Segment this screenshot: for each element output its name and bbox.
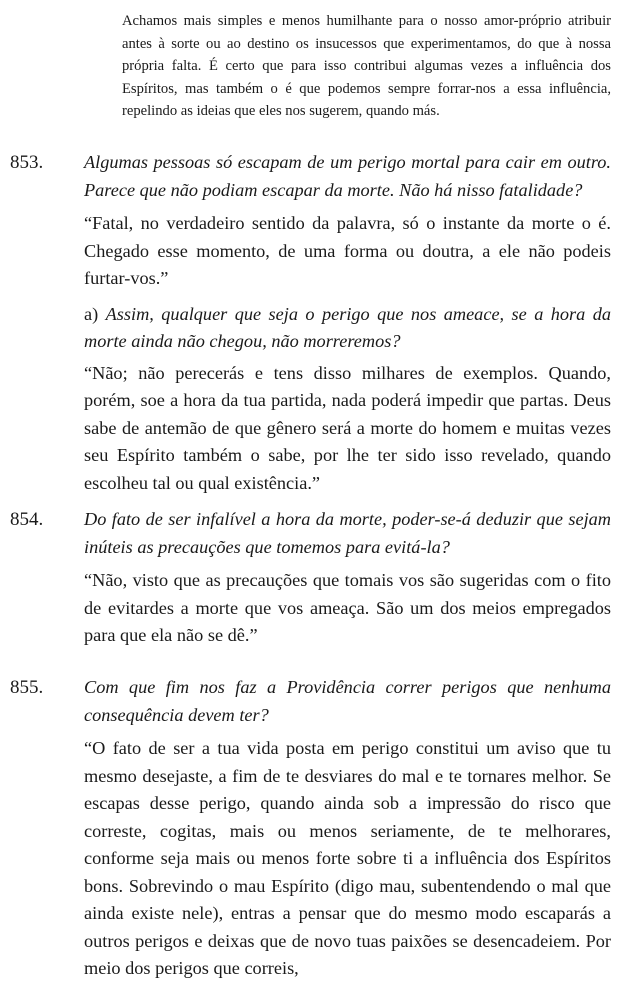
question-number: 854. [10,509,44,530]
question-854 [10,506,611,650]
answer-text: “O fato de ser a tua vida posta em perigo constitui um aviso que tu mesmo desejaste, a fim de te desviares do mal e te tornares melhor. Se escapas desse perigo, quando ainda sob a impressão do risco que correste, cogitas, mais ou menos seriamente, de te melhorares, conforme seja mais ou menos forte sobre ti a influência dos Espíritos bons. Sobrevindo o mau Espírito (digo mau, subentendendo o mal que ainda existe nele), entras a pensar que do mesmo modo escaparás a outros perigos e deixas que de novo tuas paixões se desencadeiem. Por meio dos perigos que correis, [84,738,611,978]
intro-paragraph [122,10,611,123]
sub-question-text: Assim, qualquer que seja o perigo que nos ameace, se a hora da morte ainda não chegou, não morreremos? [84,303,611,351]
question-855 [10,674,611,983]
sub-answer-text: “Não; não perecerás e tens disso milhares de exemplos. Quando, porém, soe a hora da tua partida, nada poderá impedir que partas. Deus sabe de antemão de que gênero será a morte do homem e muitas vezes seu Espírito também o sabe, por lhe ter sido isso revelado, quando escolheu tal ou qual existência.” [84,362,611,493]
sub-question-label: a) [84,303,99,324]
question-number: 853. [10,152,44,173]
answer-text: “Não, visto que as precauções que tomais vos são sugeridas com o fito de evitardes a morte que vos ameaça. São um dos meios empregados para que ela não se dê.” [84,570,611,645]
sub-question [84,301,611,356]
question-853 [10,149,611,497]
intro-text: Achamos mais simples e menos humilhante para o nosso amor-próprio atribuir antes à sorte ou ao destino os insucessos que experimentamos, do que à nossa própria falta. É certo que para isso contribui algumas vezes a influência dos Espíritos, mas também o é que podemos sempre forrar-nos a essa influência, repelindo as ideias que eles nos sugerem, quando más. [122,13,611,120]
question-body [84,506,611,650]
question-text: Algumas pessoas só escapam de um perigo mortal para cair em outro. Parece que não podiam escapar da morte. Não há nisso fatalidade? [84,152,611,200]
question-text: Com que fim nos faz a Providência correr perigos que nenhuma consequência devem ter? [84,677,611,725]
question-number: 855. [10,677,44,698]
question-text: Do fato de ser infalível a hora da morte, poder-se-á deduzir que sejam inúteis as precauções que tomemos para evitá-la? [84,509,611,557]
question-body [84,149,611,497]
question-body [84,674,611,983]
answer-text: “Fatal, no verdadeiro sentido da palavra, só o instante da morte o é. Chegado esse momento, de uma forma ou doutra, a ele não podeis furtar-vos.” [84,213,611,288]
